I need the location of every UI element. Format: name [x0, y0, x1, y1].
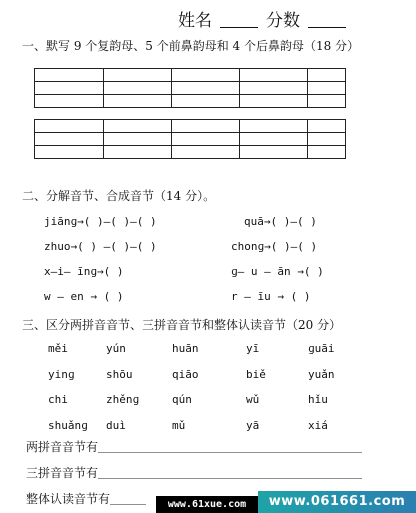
answer-whole	[26, 490, 146, 507]
pinyin-syllable: xiá	[308, 419, 328, 432]
section2-title: 二、分解音节、合成音节（14 分）。	[22, 189, 216, 203]
grid-row-line	[35, 81, 345, 82]
pinyin-syllable: yinɡ	[48, 368, 75, 381]
name-label: 姓名	[178, 11, 212, 31]
pinyin-syllable: yī	[246, 342, 260, 355]
pinyin-syllable: wǔ	[246, 393, 260, 406]
pinyin-syllable: shōu	[106, 368, 133, 381]
pinyin-syllable: qún	[172, 393, 192, 406]
compose-row-1-left: x—i— īnɡ→( )	[44, 265, 124, 278]
grid-col-line	[103, 120, 104, 158]
section3-title: 三、区分两拼音音节、三拼音音节和整体认读音节（20 分）	[22, 318, 342, 332]
answer-whole-label: 整体认读音节有	[26, 492, 111, 506]
answer-two-blank[interactable]: ＿＿＿＿＿＿＿＿＿＿＿＿＿＿＿＿＿＿＿＿＿＿	[98, 440, 363, 454]
decompose-row-2-left: zhuo→( ) —( )—( )	[44, 240, 157, 253]
compose-row-2-right: r — īu → ( )	[231, 290, 311, 303]
pinyin-syllable: mǔ	[172, 419, 186, 432]
pinyin-syllable: chi	[48, 393, 68, 406]
answer-three-label: 三拼音音节有	[26, 466, 99, 480]
grid-row-line	[35, 145, 345, 146]
grid-col-line	[171, 120, 172, 158]
pinyin-syllable: měi	[48, 342, 68, 355]
watermark-061661: www.061661.com	[258, 491, 416, 513]
watermark-61xue: www.61xue.com	[156, 496, 258, 513]
section1-title: 一、默写 9 个复韵母、5 个前鼻韵母和 4 个后鼻韵母（18 分）	[22, 39, 360, 53]
grid-col-line	[103, 69, 104, 107]
pinyin-syllable: duì	[106, 419, 126, 432]
grid-col-line	[307, 120, 308, 158]
pinyin-syllable: huān	[172, 342, 199, 355]
writing-grid-1[interactable]	[34, 68, 346, 108]
page-title	[178, 6, 354, 31]
decompose-row-2-right: chonɡ→( )—( )	[231, 240, 318, 253]
pinyin-syllable: yuǎn	[308, 368, 335, 381]
pinyin-syllable: ɡuāi	[308, 342, 335, 355]
answer-three-blank[interactable]: ＿＿＿＿＿＿＿＿＿＿＿＿＿＿＿＿＿＿＿＿＿＿	[98, 466, 363, 480]
grid-row-line	[35, 94, 345, 95]
compose-row-1-right: ɡ— u — ān →( )	[231, 265, 324, 278]
grid-col-line	[307, 69, 308, 107]
score-blank[interactable]	[308, 27, 346, 28]
pinyin-syllable: biě	[246, 368, 266, 381]
pinyin-syllable: zhěnɡ	[106, 393, 140, 406]
decompose-row-1-right: quā→( )—( )	[244, 215, 317, 228]
grid-col-line	[239, 69, 240, 107]
grid-row-line	[35, 132, 345, 133]
grid-col-line	[171, 69, 172, 107]
pinyin-syllable: hǐu	[308, 393, 328, 406]
answer-two-spell	[26, 438, 362, 455]
score-label: 分数	[266, 11, 300, 31]
pinyin-syllable: yún	[106, 342, 126, 355]
pinyin-syllable: shuǎnɡ	[48, 419, 88, 432]
answer-three-spell	[26, 464, 362, 481]
decompose-row-1-left: jiānɡ→( )—( )—( )	[44, 215, 157, 228]
writing-grid-2[interactable]	[34, 119, 346, 159]
answer-two-label: 两拼音音节有	[26, 440, 99, 454]
pinyin-syllable: qiāo	[172, 368, 199, 381]
compose-row-2-left: w — en → ( )	[44, 290, 124, 303]
answer-whole-blank[interactable]: ＿＿＿	[110, 492, 147, 506]
name-blank[interactable]	[220, 27, 258, 28]
pinyin-syllable: yā	[246, 419, 260, 432]
grid-col-line	[239, 120, 240, 158]
